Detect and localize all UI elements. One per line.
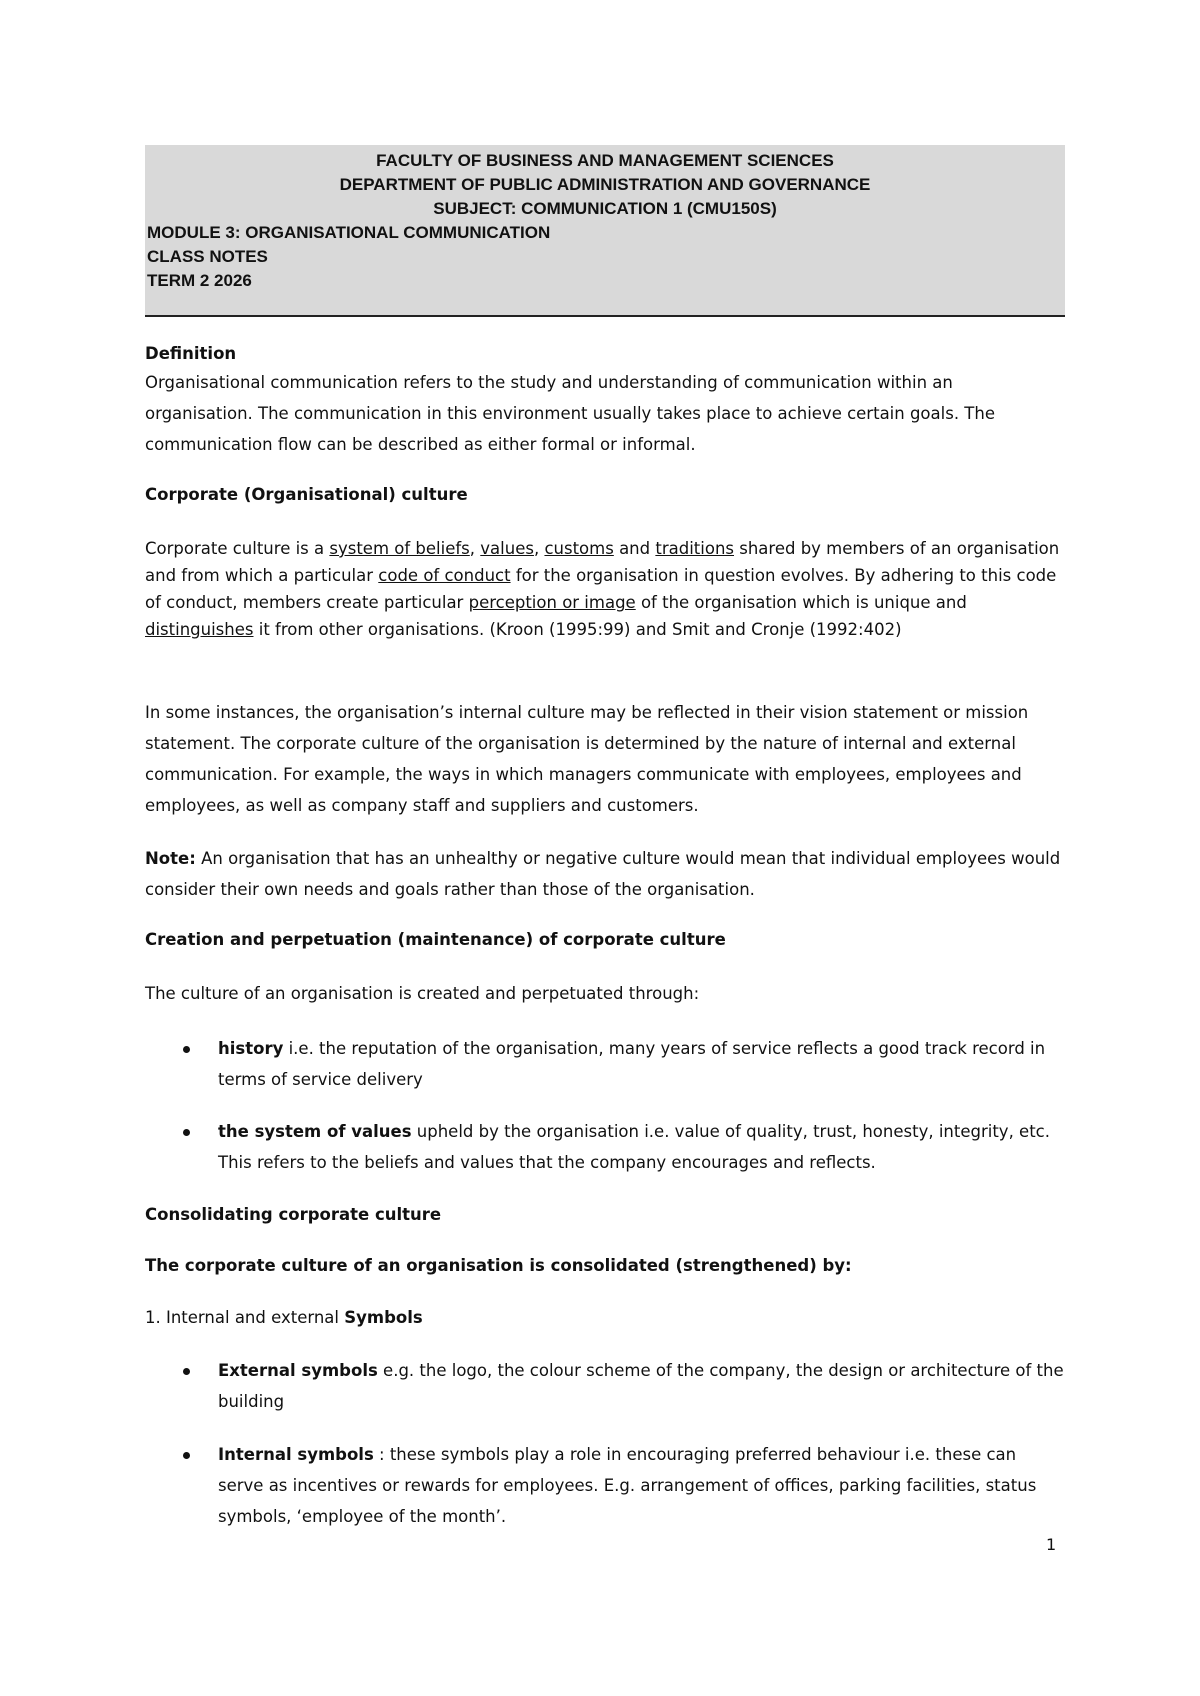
internal-culture-paragraph: In some instances, the organisation’s internal culture may be reflected in their vision statement or mission statement. The corporate culture of the organisation is determined by the nature of internal and external communication. For example, the ways in which managers communicate with employees, employees and employees, as well as company staff and suppliers and customers. bbox=[145, 703, 1029, 815]
note-paragraph bbox=[145, 843, 1065, 905]
underlined-term: distinguishes bbox=[145, 620, 254, 639]
note-wrap bbox=[145, 843, 1065, 905]
text-run: Corporate culture is a bbox=[145, 539, 330, 558]
header-box bbox=[145, 145, 1065, 317]
bullet-icon bbox=[183, 1046, 190, 1053]
bullet-text: upheld by the organisation i.e. value of quality, trust, honesty, integrity, etc. This refers to the beliefs and values that the company encourages and reflects. bbox=[218, 1122, 1050, 1172]
bullet-icon bbox=[183, 1129, 190, 1136]
consolidating-subheading: The corporate culture of an organisation is consolidated (strengthened) by: bbox=[145, 1256, 852, 1275]
department-title: DEPARTMENT OF PUBLIC ADMINISTRATION AND GOVERNANCE bbox=[339, 175, 871, 194]
underlined-term: values bbox=[480, 539, 534, 558]
corporate-culture-heading: Corporate (Organisational) culture bbox=[145, 485, 468, 504]
corporate-culture-p1-wrap bbox=[145, 535, 1065, 643]
note-text: An organisation that has an unhealthy or negative culture would mean that individual employees would consider their own needs and goals rather than those of the organisation. bbox=[145, 849, 1061, 899]
definition-section bbox=[145, 340, 1065, 460]
bullet-bold-term: Internal symbols bbox=[218, 1445, 374, 1464]
creation-heading: Creation and perpetuation (maintenance) of corporate culture bbox=[145, 930, 726, 949]
page-number: 1 bbox=[1046, 1535, 1057, 1554]
symbols-item-wrap bbox=[145, 1304, 1065, 1331]
term-label: TERM 2 2026 bbox=[147, 271, 252, 290]
faculty-title: FACULTY OF BUSINESS AND MANAGEMENT SCIENCES bbox=[376, 151, 834, 170]
consolidating-sub-wrap bbox=[145, 1252, 1065, 1279]
text-run: and bbox=[613, 539, 656, 558]
consolidating-section bbox=[145, 1201, 1065, 1228]
symbols-item bbox=[145, 1304, 1065, 1331]
list-item bbox=[145, 1439, 1065, 1532]
text-run: of the organisation which is unique and bbox=[635, 593, 967, 612]
underlined-term: traditions bbox=[655, 539, 734, 558]
bullet-text: i.e. the reputation of the organisation, many years of service reflects a good track record in terms of service delivery bbox=[218, 1039, 1046, 1089]
text-run: , bbox=[469, 539, 481, 558]
underlined-term: code of conduct bbox=[378, 566, 511, 585]
bullet-icon bbox=[183, 1368, 190, 1375]
bullet-icon bbox=[183, 1452, 190, 1459]
definition-text: Organisational communication refers to the study and understanding of communication within an organisation. The communication in this environment usually takes place to achieve certain goals. The communication flow can be described as either formal or informal. bbox=[145, 373, 995, 454]
text-run: , bbox=[533, 539, 545, 558]
note-label: Note: bbox=[145, 849, 196, 868]
external-symbols-bullet bbox=[145, 1355, 1065, 1417]
internal-symbols-bullet bbox=[145, 1439, 1065, 1532]
underlined-term: perception or image bbox=[468, 593, 636, 612]
creation-bullet-1 bbox=[145, 1033, 1065, 1095]
list-item bbox=[145, 1355, 1065, 1417]
bullet-bold-term: history bbox=[218, 1039, 284, 1058]
corporate-culture-p2-wrap bbox=[145, 697, 1065, 821]
creation-bullet-2 bbox=[145, 1116, 1065, 1178]
text-run: for the organisation in question evolves. By adhering to this code of conduct, members create particular bbox=[145, 566, 1057, 612]
subject-title: SUBJECT: COMMUNICATION 1 (CMU150S) bbox=[433, 199, 777, 218]
creation-intro: The culture of an organisation is created and perpetuated through: bbox=[145, 984, 700, 1003]
text-run: it from other organisations. (Kroon (1995:99) and Smit and Cronje (1992:402) bbox=[253, 620, 902, 639]
consolidating-heading: Consolidating corporate culture bbox=[145, 1205, 442, 1224]
bullet-text: e.g. the logo, the colour scheme of the company, the design or architecture of the building bbox=[218, 1361, 1064, 1411]
module-title: MODULE 3: ORGANISATIONAL COMMUNICATION bbox=[147, 223, 551, 242]
creation-section bbox=[145, 926, 1065, 953]
corporate-culture-paragraph bbox=[145, 535, 1065, 643]
corporate-culture-section bbox=[145, 481, 1065, 508]
creation-intro-wrap bbox=[145, 980, 1065, 1007]
bullet-bold-term: External symbols bbox=[218, 1361, 378, 1380]
list-item bbox=[145, 1033, 1065, 1095]
underlined-term: customs bbox=[544, 539, 614, 558]
class-notes-label: CLASS NOTES bbox=[147, 247, 268, 266]
underlined-term: system of beliefs bbox=[329, 539, 470, 558]
item-bold: Symbols bbox=[344, 1308, 423, 1327]
bullet-bold-term: the system of values bbox=[218, 1122, 412, 1141]
definition-heading: Definition bbox=[145, 344, 237, 363]
text-run: shared by members of an organisation and from which a particular bbox=[145, 539, 1060, 585]
list-item bbox=[145, 1116, 1065, 1178]
item-prefix: 1. Internal and external bbox=[145, 1308, 345, 1327]
bullet-text: : these symbols play a role in encouraging preferred behaviour i.e. these can serve as incentives or rewards for employees. E.g. arrangement of offices, parking facilities, status symbols, ‘employee of the month’. bbox=[218, 1445, 1037, 1526]
